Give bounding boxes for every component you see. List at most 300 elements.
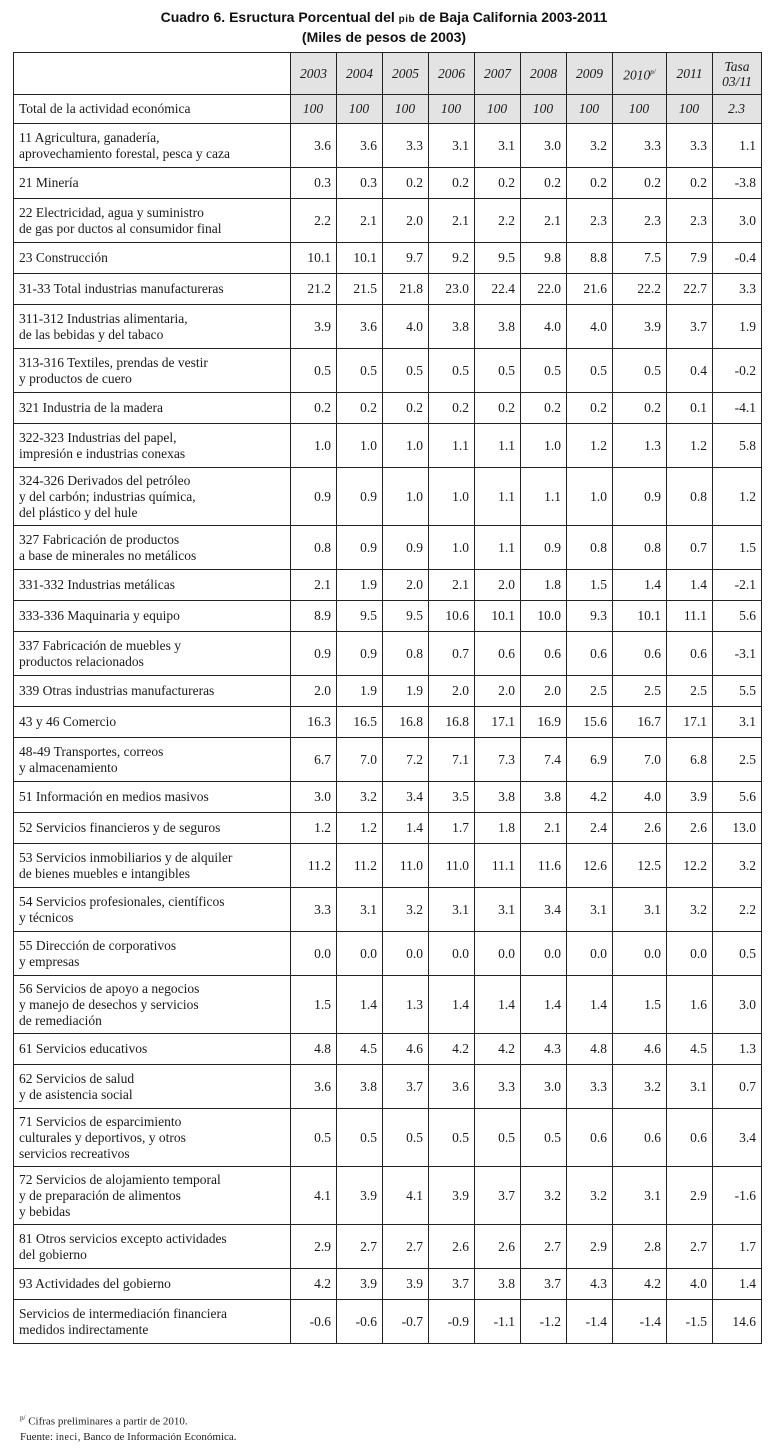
row-label — [14, 570, 291, 601]
row-label — [14, 1225, 291, 1269]
value-cell: 0.2 — [429, 393, 475, 424]
table-row — [14, 844, 762, 888]
value-cell: 2.1 — [521, 199, 567, 243]
row-label — [14, 124, 291, 168]
row-label — [14, 274, 291, 305]
tasa-cell: -3.1 — [713, 632, 762, 676]
table-row — [14, 1034, 762, 1065]
tasa-cell: 3.0 — [713, 199, 762, 243]
value-cell: 0.2 — [429, 168, 475, 199]
source-suffix: , Banco de Información Económica. — [77, 1431, 237, 1443]
table-row — [14, 676, 762, 707]
value-cell: 1.1 — [475, 526, 521, 570]
value-cell: 3.3 — [667, 124, 713, 168]
value-cell: 4.3 — [521, 1034, 567, 1065]
row-label-line: 52 Servicios financieros y de seguros — [19, 820, 221, 835]
row-label-line: y de preparación de alimentos — [19, 1187, 181, 1203]
value-cell: 1.2 — [337, 813, 383, 844]
row-label-line: 51 Información en medios masivos — [19, 789, 209, 804]
value-cell: 4.2 — [475, 1034, 521, 1065]
value-cell: -0.6 — [337, 1300, 383, 1344]
value-cell: 0.5 — [291, 349, 337, 393]
value-cell: 0.2 — [667, 168, 713, 199]
value-cell: 1.0 — [291, 424, 337, 468]
value-cell: 4.2 — [429, 1034, 475, 1065]
table-row — [14, 570, 762, 601]
value-cell: 2.7 — [337, 1225, 383, 1269]
value-cell: 0.2 — [383, 393, 429, 424]
tasa-cell: -0.4 — [713, 243, 762, 274]
row-label-line: culturales y deportivos, y otros — [19, 1129, 186, 1145]
value-cell: 2.1 — [291, 570, 337, 601]
row-label-line: 72 Servicios de alojamiento temporal — [19, 1171, 221, 1187]
table-row — [14, 1065, 762, 1109]
tasa-cell: -2.1 — [713, 570, 762, 601]
row-label-line: 22 Electricidad, agua y suministro — [19, 204, 204, 220]
title-suffix: de Baja California 2003-2011 — [415, 9, 608, 25]
value-cell: 0.5 — [383, 1109, 429, 1167]
value-cell: 2.2 — [475, 199, 521, 243]
value-cell: 3.3 — [383, 124, 429, 168]
value-cell: 21.8 — [383, 274, 429, 305]
row-label-line: y almacenamiento — [19, 759, 118, 775]
value-cell: 0.0 — [667, 932, 713, 976]
value-cell: 1.9 — [337, 676, 383, 707]
value-cell: 2.7 — [521, 1225, 567, 1269]
value-cell: 0.4 — [667, 349, 713, 393]
row-label — [14, 1167, 291, 1225]
value-cell: 9.3 — [567, 601, 613, 632]
value-cell: 1.4 — [475, 976, 521, 1034]
value-cell: 0.0 — [291, 932, 337, 976]
row-label-line: de las bebidas y del tabaco — [19, 326, 164, 342]
tasa-cell: 2.5 — [713, 738, 762, 782]
row-label-line: 81 Otros servicios excepto actividades — [19, 1230, 227, 1246]
row-label: Total de la actividad económica — [14, 95, 291, 124]
value-cell: 2.6 — [613, 813, 667, 844]
value-cell: 4.0 — [567, 305, 613, 349]
value-cell: 0.6 — [567, 632, 613, 676]
value-cell: 4.5 — [337, 1034, 383, 1065]
value-cell: 1.9 — [383, 676, 429, 707]
row-label-line: y bebidas — [19, 1203, 71, 1219]
value-cell: 1.4 — [667, 570, 713, 601]
value-cell: 12.5 — [613, 844, 667, 888]
value-cell: 0.5 — [429, 349, 475, 393]
tasa-cell: -3.8 — [713, 168, 762, 199]
row-label-line: de gas por ductos al consumidor final — [19, 220, 222, 236]
row-label-line: y de asistencia social — [19, 1086, 133, 1102]
tasa-cell: 1.9 — [713, 305, 762, 349]
row-label-line: 327 Fabricación de productos — [19, 531, 180, 547]
total-row — [14, 95, 762, 124]
value-cell: 3.9 — [337, 1167, 383, 1225]
table-row — [14, 1109, 762, 1167]
value-cell: 100 — [567, 95, 613, 124]
value-cell: 2.0 — [429, 676, 475, 707]
title-pib: pib — [398, 14, 416, 25]
tasa-cell: 1.3 — [713, 1034, 762, 1065]
value-cell: 3.7 — [521, 1269, 567, 1300]
value-cell: 2.9 — [291, 1225, 337, 1269]
table-row — [14, 305, 762, 349]
value-cell: 3.2 — [567, 1167, 613, 1225]
value-cell: 0.1 — [667, 393, 713, 424]
value-cell: 2.7 — [667, 1225, 713, 1269]
value-cell: 1.0 — [383, 468, 429, 526]
footnote-text: Cifras preliminares a partir de 2010. — [25, 1415, 188, 1428]
value-cell: 0.5 — [337, 1109, 383, 1167]
value-cell: 1.5 — [291, 976, 337, 1034]
value-cell: -1.4 — [613, 1300, 667, 1344]
tasa-cell: 5.5 — [713, 676, 762, 707]
row-label — [14, 707, 291, 738]
table-row — [14, 1300, 762, 1344]
value-cell: 0.3 — [291, 168, 337, 199]
tasa-cell: 13.0 — [713, 813, 762, 844]
value-cell: 0.6 — [613, 632, 667, 676]
value-cell: 1.7 — [429, 813, 475, 844]
value-cell: 3.0 — [521, 124, 567, 168]
value-cell: 0.9 — [291, 468, 337, 526]
value-cell: 6.7 — [291, 738, 337, 782]
value-cell: 2.4 — [567, 813, 613, 844]
value-cell: 1.0 — [521, 424, 567, 468]
value-cell: 10.1 — [337, 243, 383, 274]
row-label-line: 339 Otras industrias manufactureras — [19, 683, 215, 698]
row-label-line: 324-326 Derivados del petróleo — [19, 472, 191, 488]
row-label-line: 93 Actividades del gobierno — [19, 1276, 171, 1291]
value-cell: 1.0 — [383, 424, 429, 468]
value-cell: 2.2 — [291, 199, 337, 243]
row-label — [14, 932, 291, 976]
value-cell: 2.3 — [567, 199, 613, 243]
table-row — [14, 393, 762, 424]
row-label-line: 337 Fabricación de muebles y — [19, 637, 181, 653]
row-label — [14, 1269, 291, 1300]
value-cell: 2.7 — [383, 1225, 429, 1269]
value-cell: -1.1 — [475, 1300, 521, 1344]
value-cell: 0.8 — [613, 526, 667, 570]
value-cell: 100 — [521, 95, 567, 124]
value-cell: 1.4 — [567, 976, 613, 1034]
value-cell: 0.6 — [475, 632, 521, 676]
row-label-line: de remediación — [19, 1012, 102, 1028]
row-label-line: y manejo de desechos y servicios — [19, 996, 199, 1012]
value-cell: 7.2 — [383, 738, 429, 782]
tasa-cell: 0.5 — [713, 932, 762, 976]
value-cell: 0.0 — [383, 932, 429, 976]
row-label-line: 71 Servicios de esparcimiento — [19, 1113, 182, 1129]
row-label-line: 321 Industria de la madera — [19, 400, 163, 415]
row-label — [14, 601, 291, 632]
value-cell: 0.9 — [613, 468, 667, 526]
source-prefix: Fuente: — [20, 1431, 56, 1443]
value-cell: 3.2 — [567, 124, 613, 168]
value-cell: 2.3 — [667, 199, 713, 243]
tasa-cell: 3.1 — [713, 707, 762, 738]
value-cell: 3.3 — [567, 1065, 613, 1109]
value-cell: 2.9 — [667, 1167, 713, 1225]
value-cell: 16.8 — [383, 707, 429, 738]
row-label-line: del plástico y del hule — [19, 504, 138, 520]
value-cell: 3.8 — [521, 782, 567, 813]
value-cell: 100 — [613, 95, 667, 124]
value-cell: 0.9 — [337, 632, 383, 676]
value-cell: 3.7 — [429, 1269, 475, 1300]
value-cell: 1.0 — [567, 468, 613, 526]
value-cell: 3.3 — [613, 124, 667, 168]
value-cell: 1.4 — [383, 813, 429, 844]
value-cell: 1.0 — [429, 468, 475, 526]
value-cell: 0.2 — [521, 168, 567, 199]
row-label — [14, 1109, 291, 1167]
value-cell: 12.2 — [667, 844, 713, 888]
header-year: 2009 — [567, 53, 613, 95]
footnote-source — [20, 1431, 237, 1443]
table-row — [14, 199, 762, 243]
value-cell: 4.8 — [291, 1034, 337, 1065]
value-cell: 0.2 — [613, 168, 667, 199]
data-table — [13, 52, 762, 1344]
value-cell: 1.6 — [667, 976, 713, 1034]
table-row — [14, 632, 762, 676]
value-cell: -1.5 — [667, 1300, 713, 1344]
value-cell: 16.9 — [521, 707, 567, 738]
value-cell: 3.3 — [291, 888, 337, 932]
value-cell: 2.0 — [475, 676, 521, 707]
value-cell: 4.1 — [291, 1167, 337, 1225]
tasa-label: Tasa — [724, 58, 750, 74]
value-cell: 0.3 — [337, 168, 383, 199]
value-cell: 3.6 — [291, 1065, 337, 1109]
value-cell: 9.5 — [337, 601, 383, 632]
value-cell: 4.1 — [383, 1167, 429, 1225]
value-cell: 2.5 — [567, 676, 613, 707]
value-cell: 0.0 — [475, 932, 521, 976]
value-cell: 2.0 — [521, 676, 567, 707]
value-cell: 11.1 — [667, 601, 713, 632]
table-row — [14, 526, 762, 570]
row-label — [14, 782, 291, 813]
value-cell: -0.7 — [383, 1300, 429, 1344]
value-cell: 0.6 — [613, 1109, 667, 1167]
value-cell: 0.5 — [475, 1109, 521, 1167]
value-cell: 21.2 — [291, 274, 337, 305]
value-cell: 0.2 — [337, 393, 383, 424]
tasa-cell: 1.4 — [713, 1269, 762, 1300]
header-year: 2011 — [667, 53, 713, 95]
value-cell: 2.9 — [567, 1225, 613, 1269]
value-cell: 16.7 — [613, 707, 667, 738]
table-row — [14, 738, 762, 782]
value-cell: 3.2 — [613, 1065, 667, 1109]
row-label — [14, 424, 291, 468]
value-cell: 2.6 — [475, 1225, 521, 1269]
value-cell: 1.4 — [337, 976, 383, 1034]
value-cell: 0.5 — [475, 349, 521, 393]
value-cell: 3.9 — [613, 305, 667, 349]
header-year: 2008 — [521, 53, 567, 95]
value-cell: 100 — [383, 95, 429, 124]
table-row — [14, 782, 762, 813]
value-cell: 1.1 — [521, 468, 567, 526]
value-cell: 22.0 — [521, 274, 567, 305]
value-cell: 0.5 — [567, 349, 613, 393]
row-label — [14, 976, 291, 1034]
tasa-cell: 0.7 — [713, 1065, 762, 1109]
value-cell: 0.2 — [475, 393, 521, 424]
header-year: 2003 — [291, 53, 337, 95]
value-cell: 11.1 — [475, 844, 521, 888]
value-cell: 1.4 — [429, 976, 475, 1034]
table-subtitle: (Miles de pesos de 2003) — [301, 29, 467, 45]
value-cell: 8.9 — [291, 601, 337, 632]
row-label-line: 55 Dirección de corporativos — [19, 937, 177, 953]
value-cell: 2.0 — [475, 570, 521, 601]
value-cell: 3.8 — [475, 782, 521, 813]
value-cell: 4.0 — [613, 782, 667, 813]
value-cell: -1.4 — [567, 1300, 613, 1344]
row-label — [14, 844, 291, 888]
value-cell: 10.1 — [291, 243, 337, 274]
tasa-cell: -4.1 — [713, 393, 762, 424]
value-cell: 7.1 — [429, 738, 475, 782]
value-cell: 0.8 — [383, 632, 429, 676]
value-cell: 0.0 — [429, 932, 475, 976]
tasa-cell: 3.4 — [713, 1109, 762, 1167]
value-cell: 1.0 — [337, 424, 383, 468]
tasa-cell: 2.3 — [713, 95, 762, 124]
value-cell: 4.2 — [567, 782, 613, 813]
value-cell: 0.5 — [429, 1109, 475, 1167]
row-label-line: servicios recreativos — [19, 1145, 130, 1161]
value-cell: 1.9 — [337, 570, 383, 601]
value-cell: 16.5 — [337, 707, 383, 738]
value-cell: 3.9 — [291, 305, 337, 349]
table-row — [14, 932, 762, 976]
value-cell: 1.0 — [429, 526, 475, 570]
value-cell: 6.9 — [567, 738, 613, 782]
value-cell: 2.5 — [667, 676, 713, 707]
value-cell: 100 — [475, 95, 521, 124]
row-label-line: 54 Servicios profesionales, científicos — [19, 893, 225, 909]
value-cell: 1.3 — [613, 424, 667, 468]
tasa-cell: 1.1 — [713, 124, 762, 168]
row-label — [14, 243, 291, 274]
value-cell: 11.0 — [429, 844, 475, 888]
row-label-line: de bienes muebles e intangibles — [19, 865, 190, 881]
value-cell: 3.7 — [667, 305, 713, 349]
value-cell: 0.7 — [667, 526, 713, 570]
row-label-line: 21 Minería — [19, 175, 79, 190]
row-label — [14, 1034, 291, 1065]
table-row — [14, 976, 762, 1034]
value-cell: 0.5 — [291, 1109, 337, 1167]
value-cell: 22.2 — [613, 274, 667, 305]
value-cell: 4.2 — [291, 1269, 337, 1300]
tasa-cell: -0.2 — [713, 349, 762, 393]
row-label — [14, 199, 291, 243]
value-cell: 0.0 — [337, 932, 383, 976]
row-label-line: 331-332 Industrias metálicas — [19, 577, 175, 592]
value-cell: 9.7 — [383, 243, 429, 274]
tasa-period: 03/11 — [722, 73, 752, 89]
table-row — [14, 124, 762, 168]
value-cell: 1.2 — [567, 424, 613, 468]
header-year: 2004 — [337, 53, 383, 95]
value-cell: 4.8 — [567, 1034, 613, 1065]
value-cell: 9.2 — [429, 243, 475, 274]
value-cell: 7.5 — [613, 243, 667, 274]
row-label-line: 313-316 Textiles, prendas de vestir — [19, 354, 208, 370]
row-label-line: 61 Servicios educativos — [19, 1041, 148, 1056]
value-cell: 0.2 — [475, 168, 521, 199]
value-cell: 2.6 — [429, 1225, 475, 1269]
value-cell: 100 — [667, 95, 713, 124]
value-cell: 1.8 — [521, 570, 567, 601]
value-cell: 4.0 — [667, 1269, 713, 1300]
value-cell: 3.8 — [475, 1269, 521, 1300]
value-cell: 1.3 — [383, 976, 429, 1034]
value-cell: 23.0 — [429, 274, 475, 305]
footnote-preliminary — [20, 1414, 188, 1428]
tasa-cell: 5.6 — [713, 601, 762, 632]
value-cell: 1.2 — [667, 424, 713, 468]
value-cell: 10.6 — [429, 601, 475, 632]
value-cell: 22.7 — [667, 274, 713, 305]
table-row — [14, 813, 762, 844]
value-cell: 0.7 — [429, 632, 475, 676]
value-cell: 2.8 — [613, 1225, 667, 1269]
row-label — [14, 393, 291, 424]
value-cell: 10.0 — [521, 601, 567, 632]
value-cell: 2.1 — [429, 199, 475, 243]
tasa-cell: 5.6 — [713, 782, 762, 813]
table-row — [14, 468, 762, 526]
row-label-line: 333-336 Maquinaria y equipo — [19, 608, 180, 623]
row-label-line: y productos de cuero — [19, 370, 132, 386]
footnote-mark: p/ — [20, 1414, 26, 1422]
row-label — [14, 676, 291, 707]
value-cell: 9.8 — [521, 243, 567, 274]
value-cell: 3.1 — [667, 1065, 713, 1109]
value-cell: 2.1 — [337, 199, 383, 243]
header-tasa — [713, 53, 762, 95]
value-cell: 7.9 — [667, 243, 713, 274]
row-label-line: del gobierno — [19, 1246, 87, 1262]
value-cell: 0.8 — [291, 526, 337, 570]
value-cell: 3.4 — [383, 782, 429, 813]
value-cell: 1.8 — [475, 813, 521, 844]
header-year: 2006 — [429, 53, 475, 95]
value-cell: 11.6 — [521, 844, 567, 888]
value-cell: 0.2 — [567, 393, 613, 424]
value-cell: 2.5 — [613, 676, 667, 707]
header-year-preliminary — [613, 53, 667, 95]
value-cell: 3.1 — [475, 124, 521, 168]
row-label-line: 322-323 Industrias del papel, — [19, 429, 177, 445]
table-row — [14, 601, 762, 632]
value-cell: 0.6 — [521, 632, 567, 676]
table-row — [14, 243, 762, 274]
row-label-line: y empresas — [19, 953, 80, 969]
row-label-line: y técnicos — [19, 909, 74, 925]
value-cell: 4.6 — [383, 1034, 429, 1065]
value-cell: 3.1 — [567, 888, 613, 932]
title-prefix: Cuadro 6. Esructura Porcentual del — [160, 9, 399, 25]
header-row — [14, 53, 762, 95]
